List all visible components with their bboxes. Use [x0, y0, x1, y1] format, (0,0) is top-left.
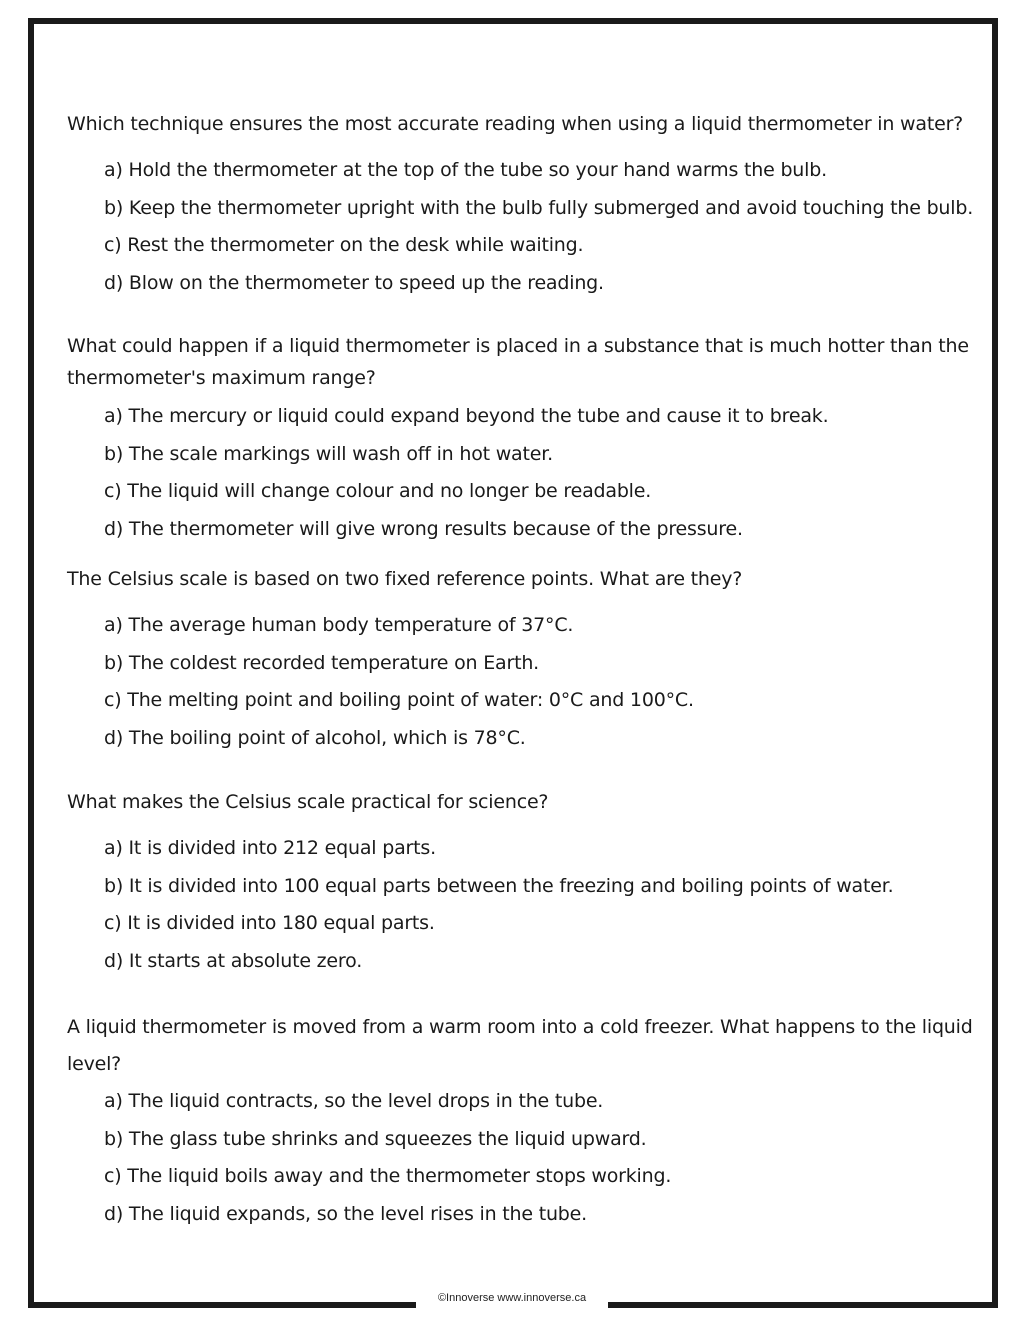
question-block-1 — [67, 108, 977, 302]
answer-options — [67, 152, 977, 302]
answer-options — [67, 1083, 977, 1233]
question-block-2 — [67, 330, 977, 548]
answer-options — [67, 607, 977, 757]
question-text: What could happen if a liquid thermometer is placed in a substance that is much hotter than the thermometer's maximum range? — [67, 335, 969, 389]
answer-option-b: b) Keep the thermometer upright with the bulb fully submerged and avoid touching the bulb. — [104, 196, 974, 219]
answer-option-b: b) The coldest recorded temperature on Earth. — [104, 651, 540, 674]
answer-option-c: c) It is divided into 180 equal parts. — [104, 912, 435, 935]
answer-option-b: b) It is divided into 100 equal parts between the freezing and boiling points of water. — [104, 874, 894, 897]
answer-option-a: a) Hold the thermometer at the top of the tube so your hand warms the bulb. — [104, 159, 827, 181]
answer-option-d: d) The liquid expands, so the level rises in the tube. — [104, 1202, 587, 1225]
footer-copyright: ©Innoverse www.innoverse.ca — [416, 1287, 608, 1309]
question-text: What makes the Celsius scale practical for science? — [67, 791, 549, 813]
question-text: A liquid thermometer is moved from a warm room into a cold freezer. What happens to the liquid level? — [67, 1016, 973, 1075]
answer-option-c: c) The melting point and boiling point of water: 0°C and 100°C. — [104, 689, 694, 712]
answer-option-a: a) It is divided into 212 equal parts. — [104, 837, 436, 859]
answer-option-a: a) The mercury or liquid could expand beyond the tube and cause it to break. — [104, 405, 829, 427]
answer-option-d: d) It starts at absolute zero. — [104, 949, 363, 972]
answer-option-a: a) The average human body temperature of 37°C. — [104, 614, 574, 636]
question-block-3 — [67, 563, 977, 757]
answer-option-b: b) The glass tube shrinks and squeezes the liquid upward. — [104, 1127, 647, 1150]
answer-option-d: d) The thermometer will give wrong results because of the pressure. — [104, 517, 743, 540]
answer-option-d: d) Blow on the thermometer to speed up the reading. — [104, 271, 604, 294]
answer-option-c: c) Rest the thermometer on the desk while waiting. — [104, 234, 584, 257]
question-block-4 — [67, 786, 977, 980]
answer-option-d: d) The boiling point of alcohol, which is 78°C. — [104, 726, 526, 749]
question-text: The Celsius scale is based on two fixed reference points. What are they? — [67, 568, 743, 590]
question-block-5 — [67, 1009, 977, 1233]
answer-option-b: b) The scale markings will wash off in hot water. — [104, 442, 553, 465]
answer-option-c: c) The liquid boils away and the thermometer stops working. — [104, 1165, 672, 1188]
answer-option-c: c) The liquid will change colour and no longer be readable. — [104, 480, 652, 503]
answer-options — [67, 830, 977, 980]
question-text: Which technique ensures the most accurate reading when using a liquid thermometer in water? — [67, 113, 964, 135]
answer-options — [67, 398, 977, 548]
answer-option-a: a) The liquid contracts, so the level drops in the tube. — [104, 1090, 604, 1112]
